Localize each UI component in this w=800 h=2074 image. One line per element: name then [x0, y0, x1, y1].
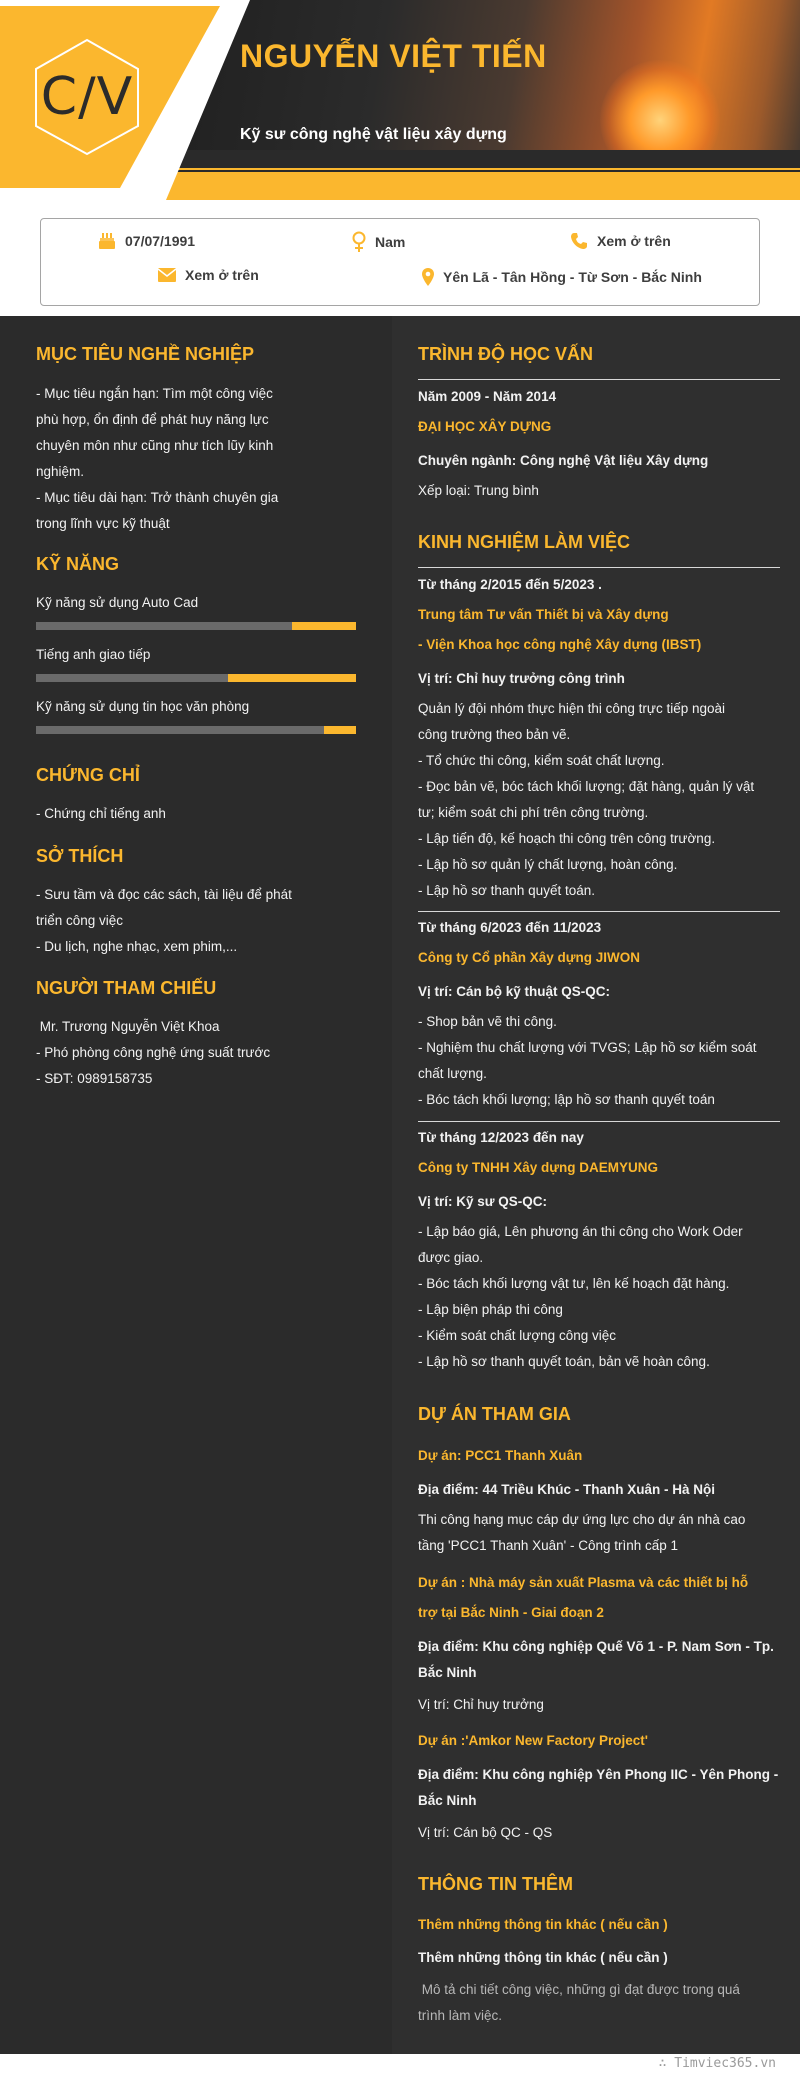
job-desc-line: - Kiểm soát chất lượng công việc: [418, 1328, 616, 1343]
certificates-title: CHỨNG CHỈ: [36, 765, 140, 785]
reference-line: Mr. Trương Nguyễn Việt Khoa: [36, 1019, 220, 1034]
watermark-text: ∴ Timviec365.vn: [658, 2056, 776, 2071]
cv-header: [0, 0, 800, 200]
objective-line: phù hợp, ổn định để phát huy năng lực: [36, 412, 269, 427]
job-position: Vị trí: Chỉ huy trưởng công trình: [418, 671, 625, 686]
job-period: Từ tháng 2/2015 đến 5/2023 .: [418, 577, 602, 592]
skill-bar-fill: [228, 674, 356, 682]
skill-bar: [36, 674, 356, 682]
skill-bar: [36, 726, 356, 734]
projects-title: DỰ ÁN THAM GIA: [418, 1404, 571, 1424]
email-item[interactable]: [157, 267, 259, 283]
job-position: Vị trí: Cán bộ kỹ thuật QS-QC:: [418, 984, 611, 999]
objective-title: MỤC TIÊU NGHỀ NGHIỆP: [36, 344, 255, 364]
skill-bar: [36, 622, 356, 630]
project-name: Dự án: PCC1 Thanh Xuân: [418, 1448, 583, 1463]
job-desc-line: - Bóc tách khối lượng vật tư, lên kế hoạch đặt hàng.: [418, 1276, 730, 1291]
job-desc-line: - Tổ chức thi công, kiểm soát chất lượng.: [418, 753, 665, 768]
job-desc-line: - Lập tiến độ, kế hoạch thi công trên công trường.: [418, 831, 716, 846]
education-school: ĐẠI HỌC XÂY DỰNG: [418, 419, 552, 434]
job-desc-line: - Lập hồ sơ thanh quyết toán.: [418, 883, 595, 898]
project-location: Địa điểm: Khu công nghiệp Yên Phong IIC - Yên Phong -: [418, 1767, 779, 1782]
skill-label: Kỹ năng sử dụng tin học văn phòng: [36, 699, 250, 714]
address-text: Yên Lã - Tân Hồng - Từ Sơn - Bắc Ninh: [443, 269, 702, 285]
objective-line: chuyên môn như cũng như tích lũy kinh: [36, 438, 274, 453]
education-title: TRÌNH ĐỘ HỌC VẤN: [418, 344, 593, 364]
job-desc-line: - Nghiệm thu chất lượng với TVGS; Lập hồ sơ kiểm soát: [418, 1040, 757, 1055]
project-desc-line: Vị trí: Cán bộ QC - QS: [418, 1825, 553, 1840]
address-item: [421, 267, 702, 287]
project-name: Dự án :'Amkor New Factory Project': [418, 1733, 649, 1748]
job-desc-line: chất lượng.: [418, 1066, 487, 1081]
skills-title: KỸ NĂNG: [36, 554, 120, 574]
birthday-text: 07/07/1991: [125, 233, 196, 249]
extra-info-subtitle: Thêm những thông tin khác ( nếu cần ): [418, 1917, 668, 1932]
job-period: Từ tháng 6/2023 đến 11/2023: [418, 920, 602, 935]
header-gold-bar: [160, 172, 800, 200]
contact-info-box: [40, 218, 760, 306]
job-company: - Viện Khoa học công nghệ Xây dựng (IBST): [418, 637, 702, 652]
education-period: Năm 2009 - Năm 2014: [418, 389, 557, 404]
project-location: Bắc Ninh: [418, 1665, 477, 1680]
job-desc-line: - Đọc bản vẽ, bóc tách khối lượng; đặt hàng, quản lý vật: [418, 779, 755, 794]
job-period: Từ tháng 12/2023 đến nay: [418, 1130, 584, 1145]
section-divider: [418, 1121, 780, 1122]
job-desc-line: tư; kiểm soát chi phí trên công trường.: [418, 805, 649, 820]
phone-text: Xem ở trên: [597, 233, 671, 249]
reference-line: - SĐT: 0989158735: [36, 1071, 153, 1086]
objective-line: trong lĩnh vực kỹ thuật: [36, 516, 170, 531]
left-column: [0, 316, 392, 2074]
skill-label: Kỹ năng sử dụng Auto Cad: [36, 595, 199, 610]
gender-item: [351, 231, 405, 253]
skill-bar-fill: [292, 622, 356, 630]
hobby-line: - Sưu tầm và đọc các sách, tài liệu để phát: [36, 887, 292, 902]
section-divider: [418, 379, 780, 380]
objective-line: nghiệm.: [36, 464, 85, 479]
hobbies-title: SỞ THÍCH: [36, 846, 124, 866]
job-desc-line: - Bóc tách khối lượng; lập hồ sơ thanh quyết toán: [418, 1092, 715, 1107]
reference-line: - Phó phòng công nghệ ứng suất trước: [36, 1045, 271, 1060]
extra-info-label: Thêm những thông tin khác ( nếu cần ): [418, 1950, 668, 1965]
experience-title: KINH NGHIỆM LÀM VIỆC: [418, 532, 631, 552]
job-company: Công ty Cổ phần Xây dựng JIWON: [418, 950, 641, 965]
gender-text: Nam: [375, 234, 406, 250]
references-title: NGƯỜI THAM CHIẾU: [36, 978, 217, 998]
birthday-item: [97, 231, 195, 251]
objective-line: - Mục tiêu dài hạn: Trở thành chuyên gia: [36, 490, 279, 505]
location-pin-icon: [421, 267, 435, 287]
email-text: Xem ở trên: [185, 267, 259, 283]
certificate-line: - Chứng chỉ tiếng anh: [36, 806, 166, 821]
project-desc-line: Vị trí: Chỉ huy trưởng: [418, 1697, 544, 1712]
mail-icon: [157, 267, 177, 283]
job-desc-line: - Shop bản vẽ thi công.: [418, 1014, 557, 1029]
cake-icon: [97, 231, 117, 251]
job-desc-line: được giao.: [418, 1250, 484, 1265]
candidate-job-title: Kỹ sư công nghệ vật liệu xây dựng: [240, 126, 507, 143]
hobby-line: - Du lịch, nghe nhạc, xem phim,...: [36, 939, 238, 954]
project-location: Địa điểm: 44 Triều Khúc - Thanh Xuân - Hà Nội: [418, 1482, 716, 1497]
skill-label: Tiếng anh giao tiếp: [36, 647, 151, 662]
hobby-line: triển công việc: [36, 913, 124, 928]
cv-monogram: C/V: [40, 67, 134, 127]
project-name: trợ tại Bắc Ninh - Giai đoạn 2: [418, 1605, 604, 1620]
phone-item[interactable]: [569, 231, 671, 251]
project-desc-line: tầng 'PCC1 Thanh Xuân' - Công trình cấp 1: [418, 1538, 679, 1553]
extra-info-title: THÔNG TIN THÊM: [418, 1874, 573, 1894]
extra-info-desc-line: Mô tả chi tiết công việc, những gì đạt được trong quá: [418, 1982, 740, 1997]
extra-info-desc-line: trình làm việc.: [418, 2008, 503, 2023]
objective-line: - Mục tiêu ngắn hạn: Tìm một công việc: [36, 386, 273, 401]
female-icon: [351, 231, 367, 253]
job-desc-line: công trường theo bản vẽ.: [418, 727, 571, 742]
project-location: Địa điểm: Khu công nghiệp Quế Võ 1 - P. Nam Sơn - Tp.: [418, 1639, 774, 1654]
skill-bar-fill: [324, 726, 356, 734]
contact-info-section: [0, 200, 800, 316]
job-desc-line: Quản lý đội nhóm thực hiện thi công trực tiếp ngoài: [418, 701, 725, 716]
job-desc-line: - Lập biện pháp thi công: [418, 1302, 563, 1317]
education-grade: Xếp loại: Trung bình: [418, 483, 539, 498]
job-desc-line: - Lập hồ sơ thanh quyết toán, bản vẽ hoàn công.: [418, 1354, 710, 1369]
project-location: Bắc Ninh: [418, 1793, 477, 1808]
job-position: Vị trí: Kỹ sư QS-QC:: [418, 1194, 548, 1209]
job-company: Công ty TNHH Xây dựng DAEMYUNG: [418, 1160, 659, 1175]
job-company: Trung tâm Tư vấn Thiết bị và Xây dựng: [418, 607, 669, 622]
header-gold-line: [178, 168, 800, 170]
job-desc-line: - Lập báo giá, Lên phương án thi công cho Work Oder: [418, 1224, 743, 1239]
candidate-name: NGUYỄN VIỆT TIẾN: [240, 38, 547, 74]
job-desc-line: - Lập hồ sơ quản lý chất lượng, hoàn công.: [418, 857, 678, 872]
section-divider: [418, 567, 780, 568]
phone-icon: [569, 231, 589, 251]
education-major: Chuyên ngành: Công nghệ Vật liệu Xây dựng: [418, 453, 709, 468]
project-desc-line: Thi công hạng mục cáp dự ứng lực cho dự án nhà cao: [418, 1512, 746, 1527]
section-divider: [418, 911, 780, 912]
project-name: Dự án : Nhà máy sản xuất Plasma và các thiết bị hỗ: [418, 1575, 749, 1590]
